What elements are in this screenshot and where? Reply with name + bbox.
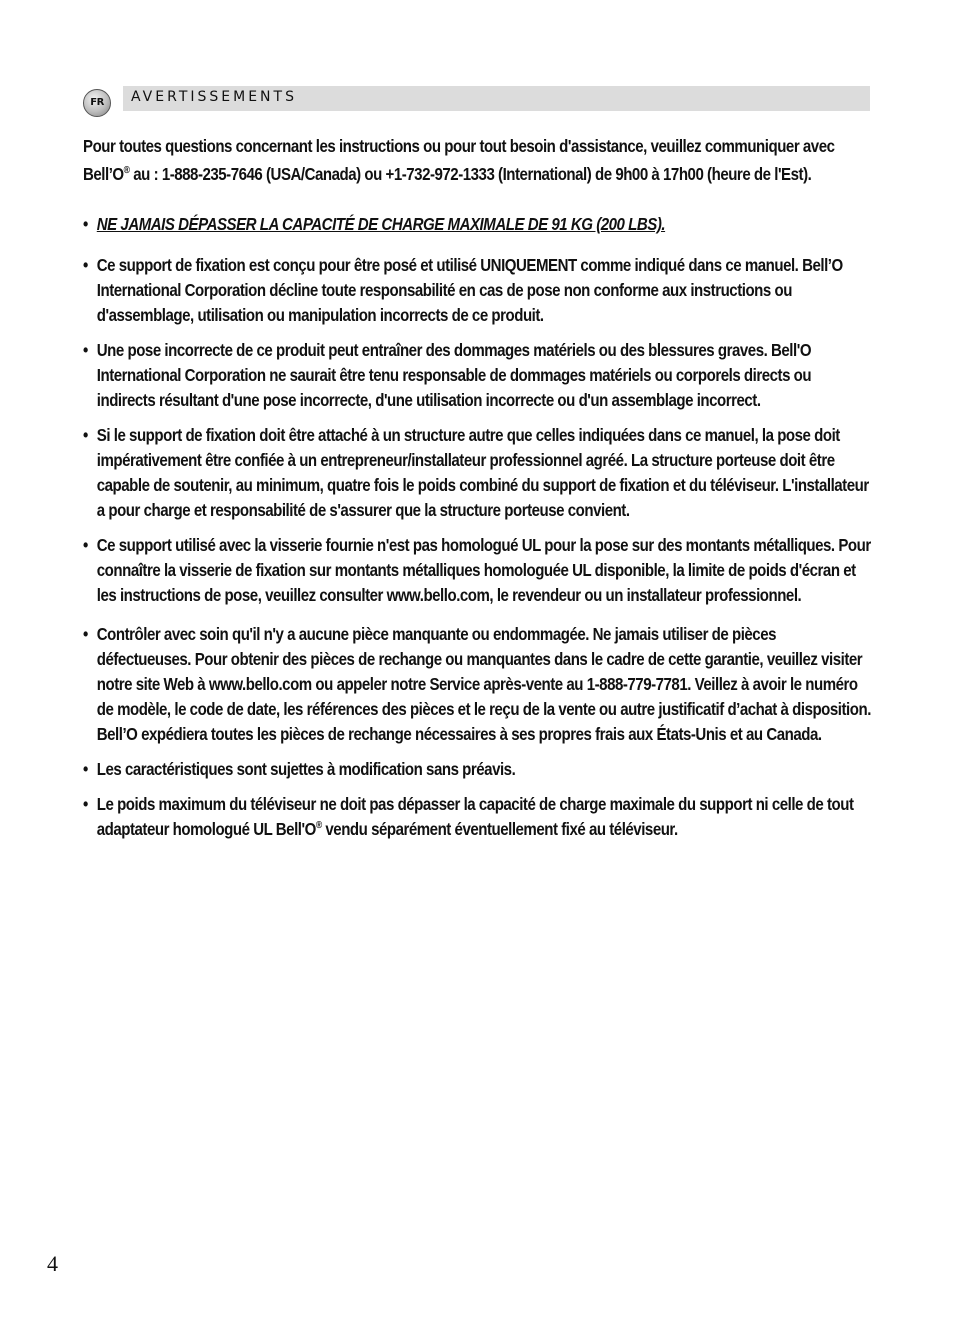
intro-text-part2: au : 1-888-235-7646 (USA/Canada) ou +1-732-972-1333 (International) de 9h00 à 17h00 (heure de l'Est). [129,164,812,184]
intro-text-part1: Pour toutes questions concernant les instructions ou pour tout besoin d'assistance, veuillez communiquer avec Bell’O [83,136,835,184]
list-item-text: Ce support de fixation est conçu pour être posé et utilisé UNIQUEMENT comme indiqué dans ce manuel. Bell’O International Corporation décline toute responsabilité en cas de pose non conforme aux instructions ou d'assemblage, utilisation ou manipulation incorrects de ce produit. [96,255,843,325]
registered-mark: ® [123,165,130,177]
registered-mark: ® [315,820,322,832]
language-badge-icon: FR [83,89,111,117]
bullet-dot: • [83,794,88,814]
bullet-dot: • [83,624,88,644]
list-item [83,338,872,413]
max-load-warning: NE JAMAIS DÉPASSER LA CAPACITÉ DE CHARGE MAXIMALE DE 91 KG (200 LBS). [96,214,666,234]
list-item-text: Ce support utilisé avec la visserie fournie n'est pas homologué UL pour la pose sur des montants métalliques. Pour connaître la visserie de fixation sur montants métalliques homologuée UL disponible, la limite de poids d'écran et les instructions de pose, veuillez consulter www.bello.com, le revendeur ou un installateur professionnel. [96,535,871,605]
bullet-dot: • [83,759,88,779]
list-item [83,792,872,842]
bullet-dot: • [83,255,88,275]
list-item-text: Contrôler avec soin qu'il n'y a aucune pièce manquante ou endommagée. Ne jamais utiliser de pièces défectueuses. Pour obtenir des pièces de rechange ou manquantes dans le cadre de cette garantie, veuillez visiter notre site Web à www.bello.com ou appeler notre Service après-vente au 1-888-779-7781. Veillez à avoir le numéro de modèle, le code de date, les références des pièces et le reçu de la vente ou autre justificatif d’achat à disposition. Bell’O expédiera toutes les pièces de rechange nécessaires à ses propres frais aux États-Unis et au Canada. [96,624,871,744]
list-item-text: Une pose incorrecte de ce produit peut entraîner des dommages matériels ou des blessures graves. Bell'O International Corporation ne saurait être tenu responsable de dommages matériels ou corporels directs ou indirects résultant d'une pose incorrecte, d'une utilisation incorrecte ou d'un assemblage incorrect. [96,340,812,410]
list-item-text-part2: vendu séparément éventuellement fixé au téléviseur. [321,819,678,839]
bullet-dot: • [83,340,88,360]
section-title: AVERTISSEMENTS [131,89,297,105]
bullet-dot: • [83,214,88,234]
list-item [83,622,872,747]
list-item [83,757,872,782]
warnings-content [83,132,872,852]
section-header [83,86,870,111]
bullet-dot: • [83,535,88,555]
list-item-text: Si le support de fixation doit être attaché à un structure autre que celles indiquées dans ce manuel, la pose doit impérativement être confiée à un entrepreneur/installateur professionnel agréé. La structure porteuse doit être capable de soutenir, au minimum, quatre fois le poids combiné du support de fixation et du téléviseur. L'installateur a pour charge et responsabilité de s'assurer que la structure porteuse convient. [96,425,869,520]
list-item [83,533,872,608]
list-item-text: Les caractéristiques sont sujettes à modification sans préavis. [96,759,516,779]
list-item [83,423,872,523]
list-item [83,253,872,328]
warning-bullet [83,212,872,237]
bullet-dot: • [83,425,88,445]
page-number: 4 [47,1251,58,1276]
intro-paragraph [83,132,872,188]
list-item-text-part1: Le poids maximum du téléviseur ne doit pas dépasser la capacité de charge maximale du support ni celle de tout adaptateur homologué UL Bell'O [96,794,854,839]
